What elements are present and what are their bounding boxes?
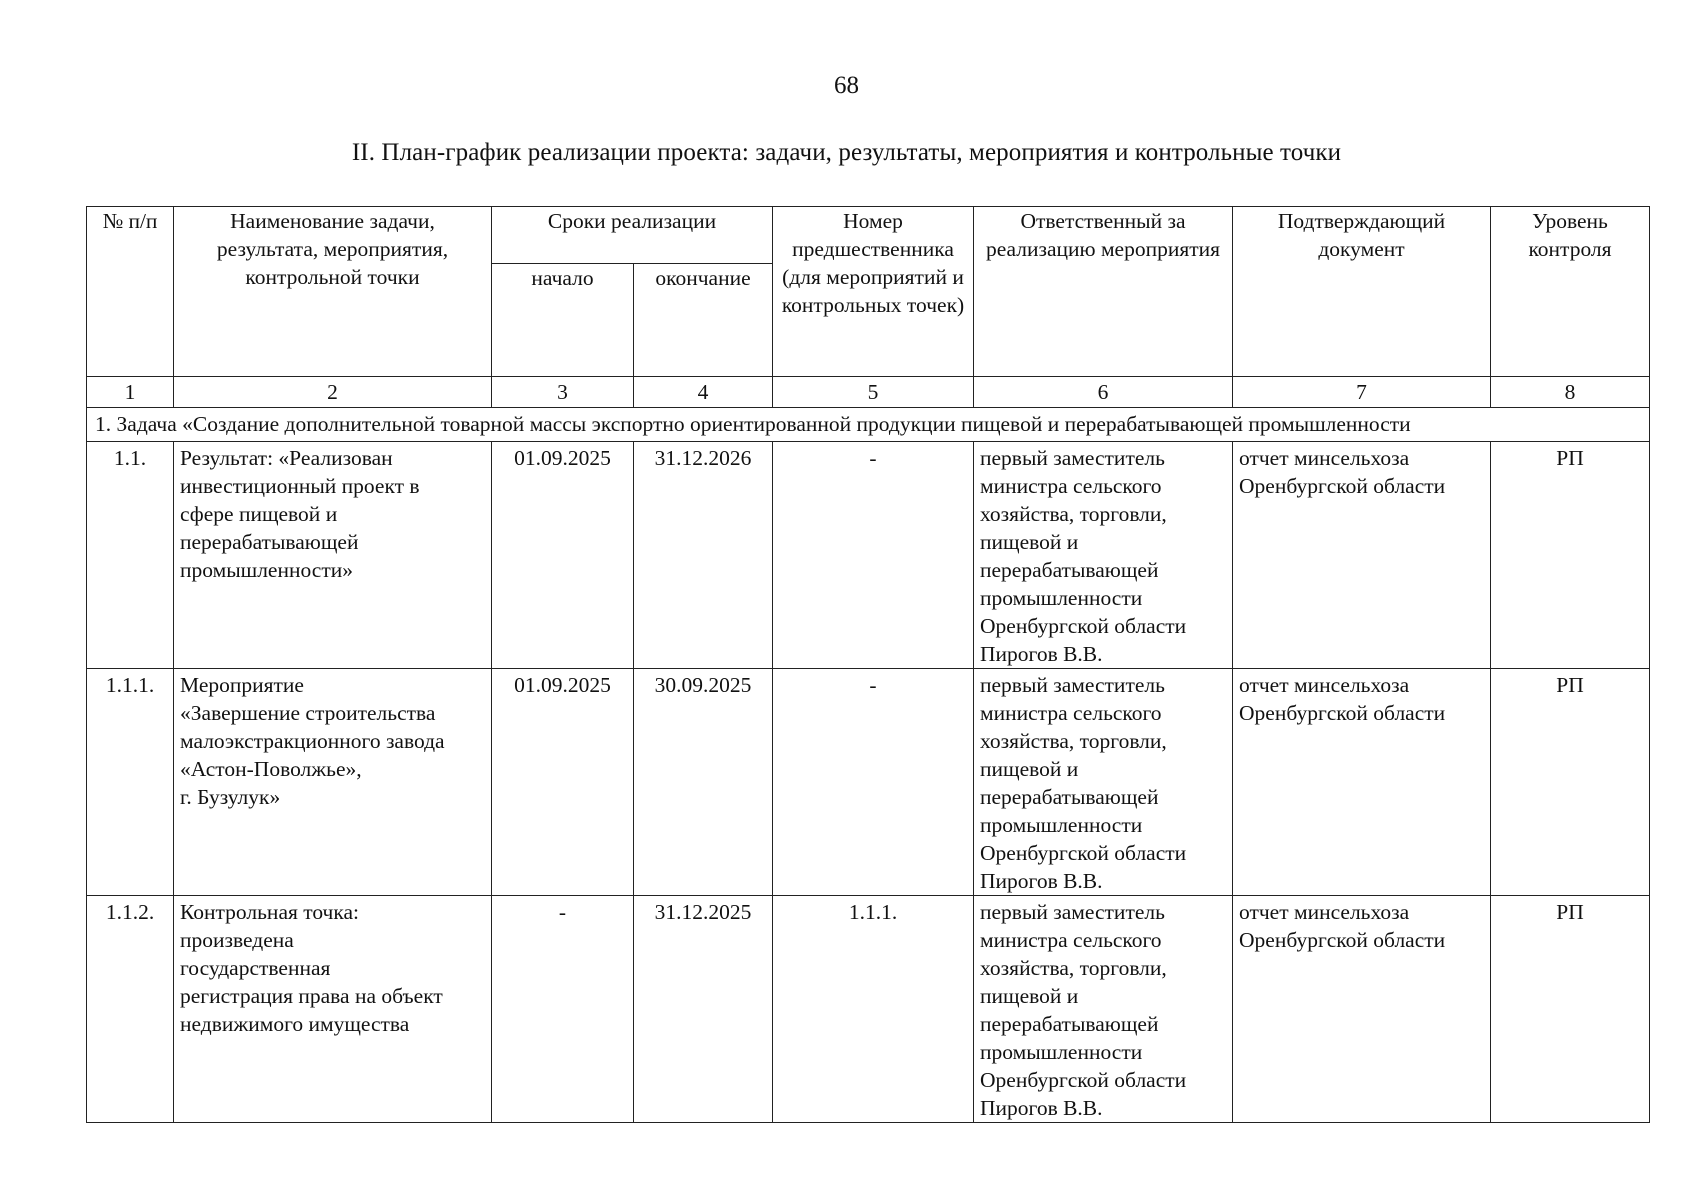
- row-name: Результат: «Реализован инвестиционный проект в сфере пищевой и перерабатывающей промышленности»: [174, 442, 492, 669]
- task-title: 1. Задача «Создание дополнительной товарной массы экспортно ориентированной продукции пищевой и перерабатывающей промышленности: [87, 408, 1650, 442]
- row-predecessor: 1.1.1.: [773, 896, 974, 1123]
- column-number: 7: [1233, 377, 1491, 408]
- row-start: 01.09.2025: [492, 669, 634, 896]
- header-document: Подтверждающий документ: [1233, 207, 1491, 377]
- plan-schedule-table: [86, 206, 1650, 1123]
- table-row: [87, 442, 1650, 669]
- row-document: отчет минсельхоза Оренбургской области: [1233, 669, 1491, 896]
- row-name: Контрольная точка: произведена государственная регистрация права на объект недвижимого имущества: [174, 896, 492, 1123]
- column-number: 8: [1491, 377, 1650, 408]
- table-row: [87, 896, 1650, 1123]
- column-number: 3: [492, 377, 634, 408]
- row-predecessor: -: [773, 442, 974, 669]
- header-start: начало: [492, 264, 634, 377]
- row-name: Мероприятие «Завершение строительства малоэкстракционного завода «Астон-Поволжье», г. Бузулук»: [174, 669, 492, 896]
- task-row: [87, 408, 1650, 442]
- row-num: 1.1.2.: [87, 896, 174, 1123]
- table-row: [87, 669, 1650, 896]
- header-end: окончание: [634, 264, 773, 377]
- row-control: РП: [1491, 669, 1650, 896]
- row-control: РП: [1491, 442, 1650, 669]
- column-number: 6: [974, 377, 1233, 408]
- row-end: 30.09.2025: [634, 669, 773, 896]
- column-number: 4: [634, 377, 773, 408]
- row-predecessor: -: [773, 669, 974, 896]
- row-document: отчет минсельхоза Оренбургской области: [1233, 442, 1491, 669]
- row-document: отчет минсельхоза Оренбургской области: [1233, 896, 1491, 1123]
- row-responsible: первый заместитель министра сельского хозяйства, торговли, пищевой и перерабатывающей промышленности Оренбургской области Пирогов В.В.: [974, 442, 1233, 669]
- header-control: Уровень контроля: [1491, 207, 1650, 377]
- column-numbers-row: [87, 377, 1650, 408]
- row-num: 1.1.1.: [87, 669, 174, 896]
- row-responsible: первый заместитель министра сельского хозяйства, торговли, пищевой и перерабатывающей промышленности Оренбургской области Пирогов В.В.: [974, 896, 1233, 1123]
- column-number: 5: [773, 377, 974, 408]
- row-end: 31.12.2026: [634, 442, 773, 669]
- page-title: II. План-график реализации проекта: задачи, результаты, мероприятия и контрольные точки: [351, 139, 1342, 166]
- header-period: Сроки реализации: [492, 207, 773, 264]
- page-number: 68: [834, 72, 859, 99]
- row-start: -: [492, 896, 634, 1123]
- row-start: 01.09.2025: [492, 442, 634, 669]
- row-responsible: первый заместитель министра сельского хозяйства, торговли, пищевой и перерабатывающей промышленности Оренбургской области Пирогов В.В.: [974, 669, 1233, 896]
- row-control: РП: [1491, 896, 1650, 1123]
- header-name: Наименование задачи, результата, мероприятия, контрольной точки: [174, 207, 492, 377]
- column-number: 2: [174, 377, 492, 408]
- row-num: 1.1.: [87, 442, 174, 669]
- header-responsible: Ответственный за реализацию мероприятия: [974, 207, 1233, 377]
- header-predecessor: Номер предшественника (для мероприятий и контрольных точек): [773, 207, 974, 377]
- column-number: 1: [87, 377, 174, 408]
- header-num: № п/п: [87, 207, 174, 377]
- row-end: 31.12.2025: [634, 896, 773, 1123]
- header-row-top: [87, 207, 1650, 264]
